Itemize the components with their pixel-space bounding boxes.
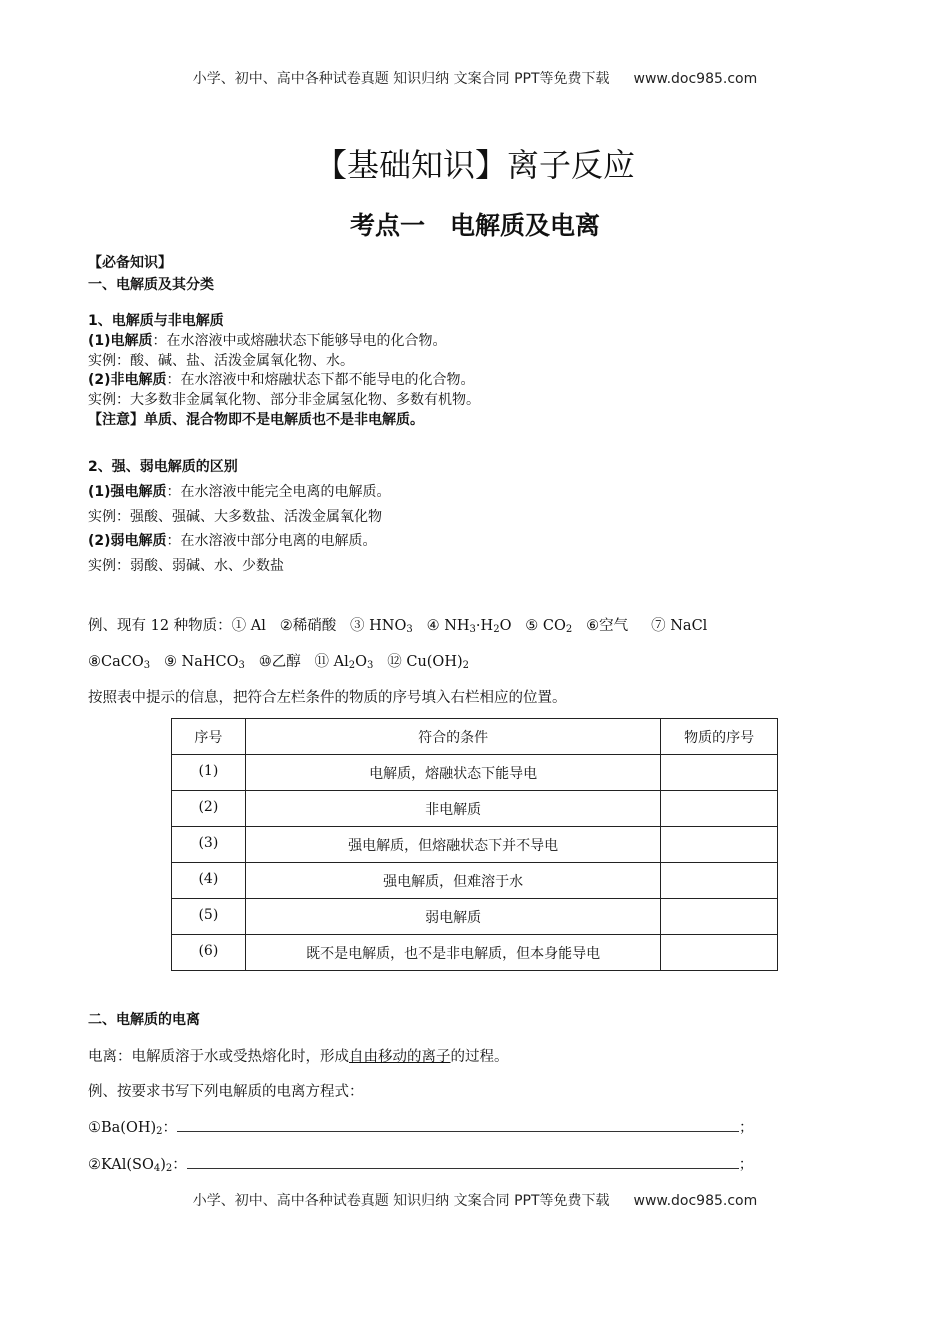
header-text: 小学、初中、高中各种试卷真题 知识归纳 文案合同 PPT等免费下载: [192, 71, 610, 87]
row-condition: 非电解质: [245, 791, 661, 827]
strong-def: (1)强电解质：在水溶液中能完全电离的电解质。: [88, 484, 391, 500]
example-substances-line2: ⑧CaCO$_3$ ⑨ NaHCO$_3$ ⑩乙醇 ⑪ $Al_2O_3$ ⑫ $Cu(OH)_2$: [88, 654, 469, 671]
row-no: (4): [172, 863, 246, 899]
header-answer: 物质的序号: [661, 719, 778, 755]
underlined-term: 自由移动的离子: [349, 1049, 451, 1065]
ionization-def: 电离：电解质溶于水或受热熔化时，形成自由移动的离子的过程。: [88, 1049, 509, 1065]
row-condition: 弱电解质: [245, 899, 661, 935]
row-condition: 既不是电解质，也不是非电解质，但本身能导电: [245, 935, 661, 971]
table-row: [172, 935, 778, 971]
question-1: $①Ba(OH)_2$： ；: [88, 1116, 754, 1137]
answer-cell[interactable]: [661, 827, 778, 863]
note: 【注意】单质、混合物即不是电解质也不是非电解质。: [88, 412, 424, 428]
row-no: (5): [172, 899, 246, 935]
row-no: (2): [172, 791, 246, 827]
table-row: [172, 863, 778, 899]
table-row: [172, 755, 778, 791]
row-no: (1): [172, 755, 246, 791]
header-site[interactable]: www.doc985.com: [633, 71, 758, 87]
strong-example: 实例：强酸、强碱、大多数盐、活泼金属氧化物: [88, 509, 382, 525]
nonelectrolyte-example: 实例：大多数非金属氧化物、部分非金属氢化物、多数有机物。: [88, 392, 480, 408]
example-substances-line1: 例、现有 12 种物质：① Al ②稀硝酸 ③ $HNO_3$ ④ $NH_3\cdot H_2O$ ⑤ $CO_2$ ⑥空气 ⑦ NaCl: [88, 618, 708, 635]
answer-cell[interactable]: [661, 899, 778, 935]
answer-cell[interactable]: [661, 935, 778, 971]
table-instruction: 按照表中提示的信息，把符合左栏条件的物质的序号填入右栏相应的位置。: [88, 690, 567, 706]
section2-heading: 二、电解质的电离: [88, 1012, 200, 1028]
weak-def: (2)弱电解质：在水溶液中部分电离的电解质。: [88, 533, 377, 549]
footer-site[interactable]: www.doc985.com: [633, 1193, 758, 1209]
answer-cell[interactable]: [661, 755, 778, 791]
page-title: 【基础知识】离子反应: [314, 146, 635, 184]
header-no: 序号: [172, 719, 246, 755]
electrolyte-example: 实例：酸、碱、盐、活泼金属氧化物、水。: [88, 353, 354, 369]
answer-blank-1[interactable]: [177, 1117, 739, 1132]
footer-text: 小学、初中、高中各种试卷真题 知识归纳 文案合同 PPT等免费下载: [192, 1193, 610, 1209]
answer-blank-2[interactable]: [187, 1154, 739, 1169]
header-condition: 符合的条件: [245, 719, 661, 755]
answer-cell[interactable]: [661, 863, 778, 899]
sub1-heading: 1、电解质与非电解质: [88, 313, 224, 329]
sub2-heading: 2、强、弱电解质的区别: [88, 459, 238, 475]
table-header-row: [172, 719, 778, 755]
table-row: [172, 827, 778, 863]
page-footer: [0, 1190, 950, 1210]
electrolyte-def: (1)电解质：在水溶液中或熔融状态下能够导电的化合物。: [88, 333, 447, 349]
table-row: [172, 899, 778, 935]
page-header: [0, 68, 950, 88]
answer-cell[interactable]: [661, 791, 778, 827]
section-tag: 【必备知识】: [88, 255, 172, 271]
row-condition: 强电解质，但难溶于水: [245, 863, 661, 899]
row-no: (3): [172, 827, 246, 863]
page-subtitle: 考点一 电解质及电离: [349, 211, 600, 240]
row-condition: 电解质，熔融状态下能导电: [245, 755, 661, 791]
section1-heading: 一、电解质及其分类: [88, 277, 214, 293]
question-2: $②KAl(SO_4)_2$： ；: [88, 1153, 753, 1174]
nonelectrolyte-def: (2)非电解质：在水溶液中和熔融状态下都不能导电的化合物。: [88, 372, 475, 388]
classification-table: [171, 718, 778, 971]
ionization-example: 例、按要求书写下列电解质的电离方程式：: [88, 1084, 364, 1100]
weak-example: 实例：弱酸、弱碱、水、少数盐: [88, 558, 284, 574]
row-condition: 强电解质，但熔融状态下并不导电: [245, 827, 661, 863]
row-no: (6): [172, 935, 246, 971]
table-row: [172, 791, 778, 827]
